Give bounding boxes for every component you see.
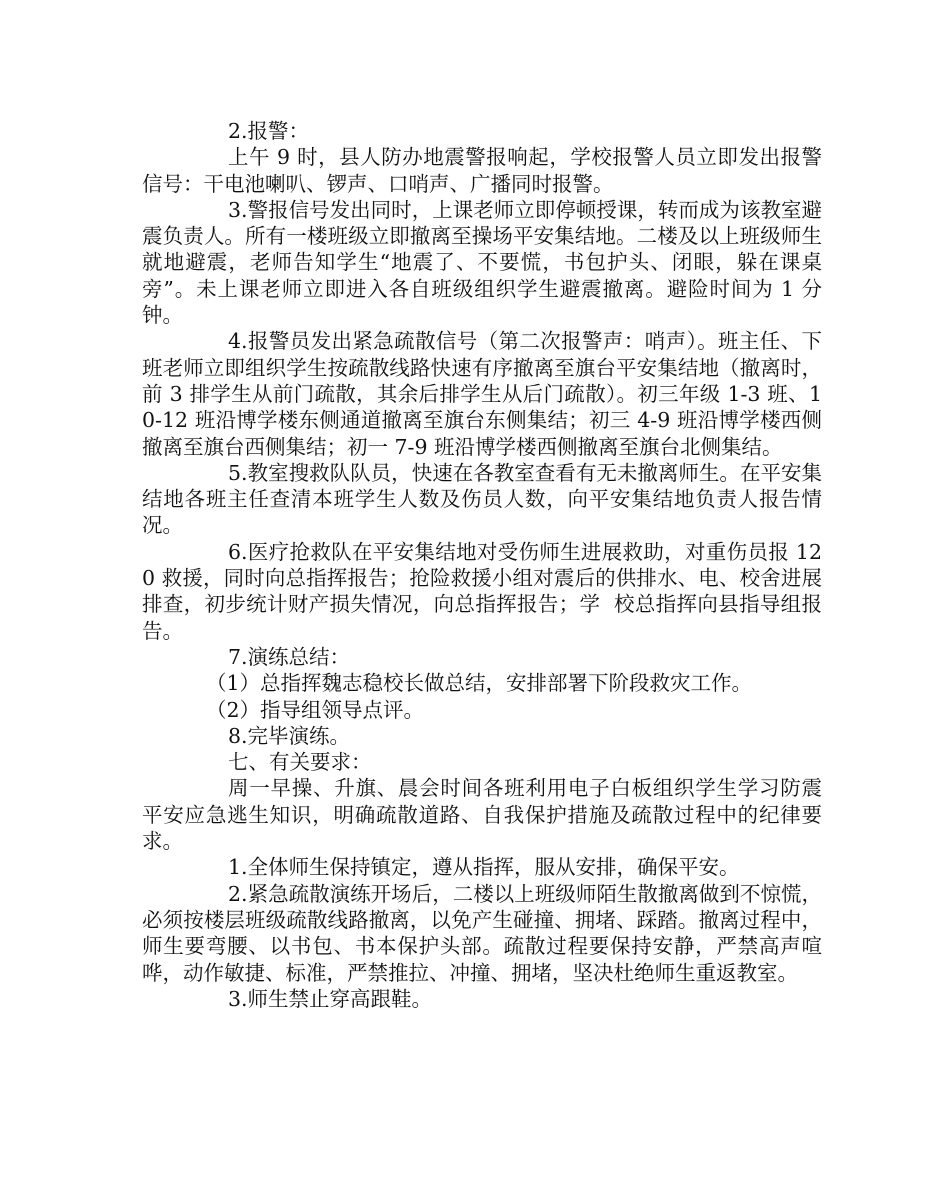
paragraph-step-7-heading: 7.演练总结：: [228, 644, 351, 669]
paragraph-step-8: 8.完毕演练。: [228, 723, 351, 748]
paragraph-alarm-heading: 2.报警：: [228, 119, 310, 143]
paragraph-requirements-intro: 周一早操、升旗、晨会时间各班利用电子白板组织学生学习防震平安应急逃生知识，明确疏散道路、自我保护措施及疏散过程中的纪律要求。: [142, 776, 822, 854]
paragraph-requirement-3: 3.师生禁止穿高跟鞋。: [228, 986, 433, 1011]
paragraph-step-5: 5.教室搜救队队员，快速在各教室查看有无未撤离师生。在平安集结地各班主任查清本班学生人数及伤员人数，向平安集结地负责人报告情况。: [142, 460, 822, 538]
paragraph-requirement-2: 2.紧急疏散演练开场后，二楼以上班级师陌生散撤离做到不惊慌，必须按楼层班级疏散线路撤离，以免产生碰撞、拥堵、踩踏。撤离过程中，师生要弯腰、以书包、书本保护头部。疏散过程要保持安静，严禁高声喧哗，动作敏捷、标准，严禁推拉、冲撞、拥堵，坚决杜绝师生重返教室。: [142, 881, 822, 985]
document-body: [142, 118, 822, 1012]
paragraph-summary-item-2: （2）指导组领导点评。: [206, 697, 425, 722]
paragraph-summary-item-1: （1）总指挥魏志稳校长做总结，安排部署下阶段救灾工作。: [206, 671, 753, 696]
section-heading-requirements: 七、有关要求：: [228, 750, 372, 775]
paragraph-step-6: 6.医疗抢救队在平安集结地对受伤师生进展救助，对重伤员报 120 救援，同时向总指挥报告；抢险救援小组对震后的供排水、电、校舍进展排查，初步统计财产损失情况，向总指挥报告；学 校总指挥向县指导组报告。: [142, 539, 822, 643]
paragraph-requirement-1: 1.全体师生保持镇定，遵从指挥，服从安排，确保平安。: [228, 855, 740, 880]
paragraph-alarm-signal: 上午 9 时，县人防办地震警报响起，学校报警人员立即发出报警信号：干电池喇叭、锣声、口哨声、广播同时报警。: [142, 145, 822, 196]
paragraph-step-3: 3.警报信号发出同时，上课老师立即停顿授课，转而成为该教室避震负责人。所有一楼班级立即撤离至操场平安集结地。二楼及以上班级师生就地避震，老师告知学生“地震了、不要慌，书包护头、闭眼，躲在课桌旁”。未上课老师立即进入各自班级组织学生避震撤离。避险时间为 1 分钟。: [142, 197, 822, 328]
paragraph-step-4: 4.报警员发出紧急疏散信号（第二次报警声：哨声）。班主任、下班老师立即组织学生按疏散线路快速有序撤离至旗台平安集结地（撤离时，前 3 排学生从前门疏散，其余后排学生从后门疏散）。初三年级 1-3 班、10-12 班沿博学楼东侧通道撤离至旗台东侧集结；初三 4-9 班沿博学楼西侧撤离至旗台西侧集结；初一 7-9 班沿博学楼西侧撤离至旗台北侧集结。: [142, 329, 822, 459]
